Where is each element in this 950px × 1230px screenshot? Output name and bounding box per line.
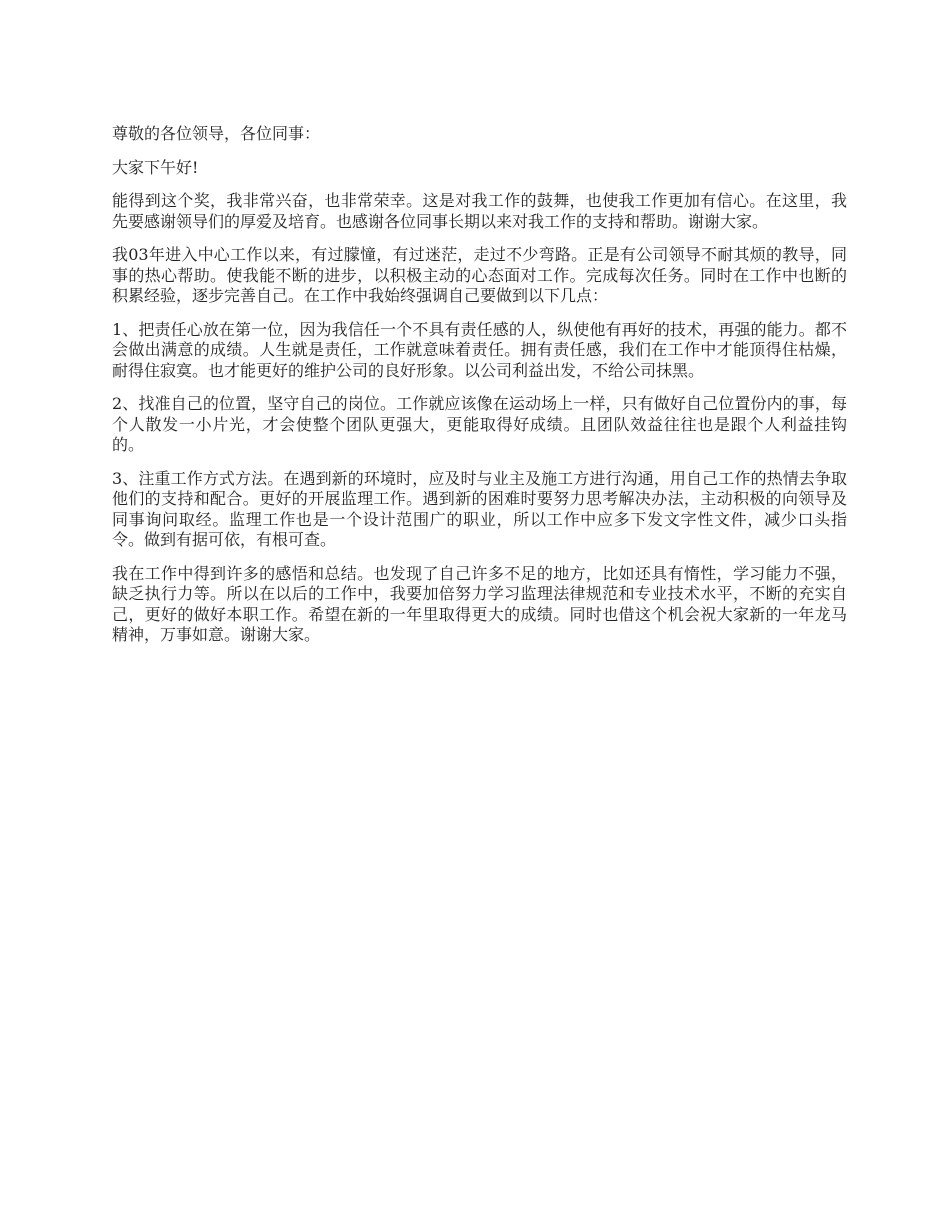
paragraph-point-2: 2、找准自己的位置，坚守自己的岗位。工作就应该像在运动场上一样，只有做好自己位置份内的事，每个人散发一小片光，才会使整个团队更强大，更能取得好成绩。且团队效益往往也是跟个人利益挂钩的。 xyxy=(112,394,847,454)
paragraph-thanks: 能得到这个奖，我非常兴奋，也非常荣幸。这是对我工作的鼓舞，也使我工作更加有信心。在这里，我先要感谢领导们的厚爱及培育。也感谢各位同事长期以来对我工作的支持和帮助。谢谢大家。 xyxy=(112,191,847,231)
greeting: 大家下午好! xyxy=(112,157,199,177)
paragraph-experience: 我03年进入中心工作以来，有过朦憧，有过迷茫，走过不少弯路。正是有公司领导不耐其烦的教导，同事的热心帮助。使我能不断的进步，以积极主动的心态面对工作。完成每次任务。同时在工作中也断的积累经验，逐步完善自己。在工作中我始终强调自己要做到以下几点： xyxy=(112,245,847,305)
paragraph-point-3: 3、注重工作方式方法。在遇到新的环境时，应及时与业主及施工方进行沟通，用自己工作的热情去争取他们的支持和配合。更好的开展监理工作。遇到新的困难时要努力思考解决办法，主动积极的向领导及同事询问取经。监理工作也是一个设计范围广的职业，所以工作中应多下发文字性文件，减少口头指令。做到有据可依，有根可查。 xyxy=(112,468,847,549)
paragraph-conclusion: 我在工作中得到许多的感悟和总结。也发现了自己许多不足的地方，比如还具有惰性，学习能力不强，缺乏执行力等。所以在以后的工作中，我要加倍努力学习监理法律规范和专业技术水平，不断的充实自己，更好的做好本职工作。希望在新的一年里取得更大的成绩。同时也借这个机会祝大家新的一年龙马精神，万事如意。谢谢大家。 xyxy=(112,563,847,644)
paragraph-point-1: 1、把责任心放在第一位，因为我信任一个不具有责任感的人，纵使他有再好的技术，再强的能力。都不会做出满意的成绩。人生就是责任，工作就意味着责任。拥有责任感，我们在工作中才能顶得住枯燥，耐得住寂寞。也才能更好的维护公司的良好形象。以公司利益出发，不给公司抹黑。 xyxy=(112,319,847,380)
salutation: 尊敬的各位领导，各位同事： xyxy=(112,124,321,143)
document-page xyxy=(112,124,847,659)
